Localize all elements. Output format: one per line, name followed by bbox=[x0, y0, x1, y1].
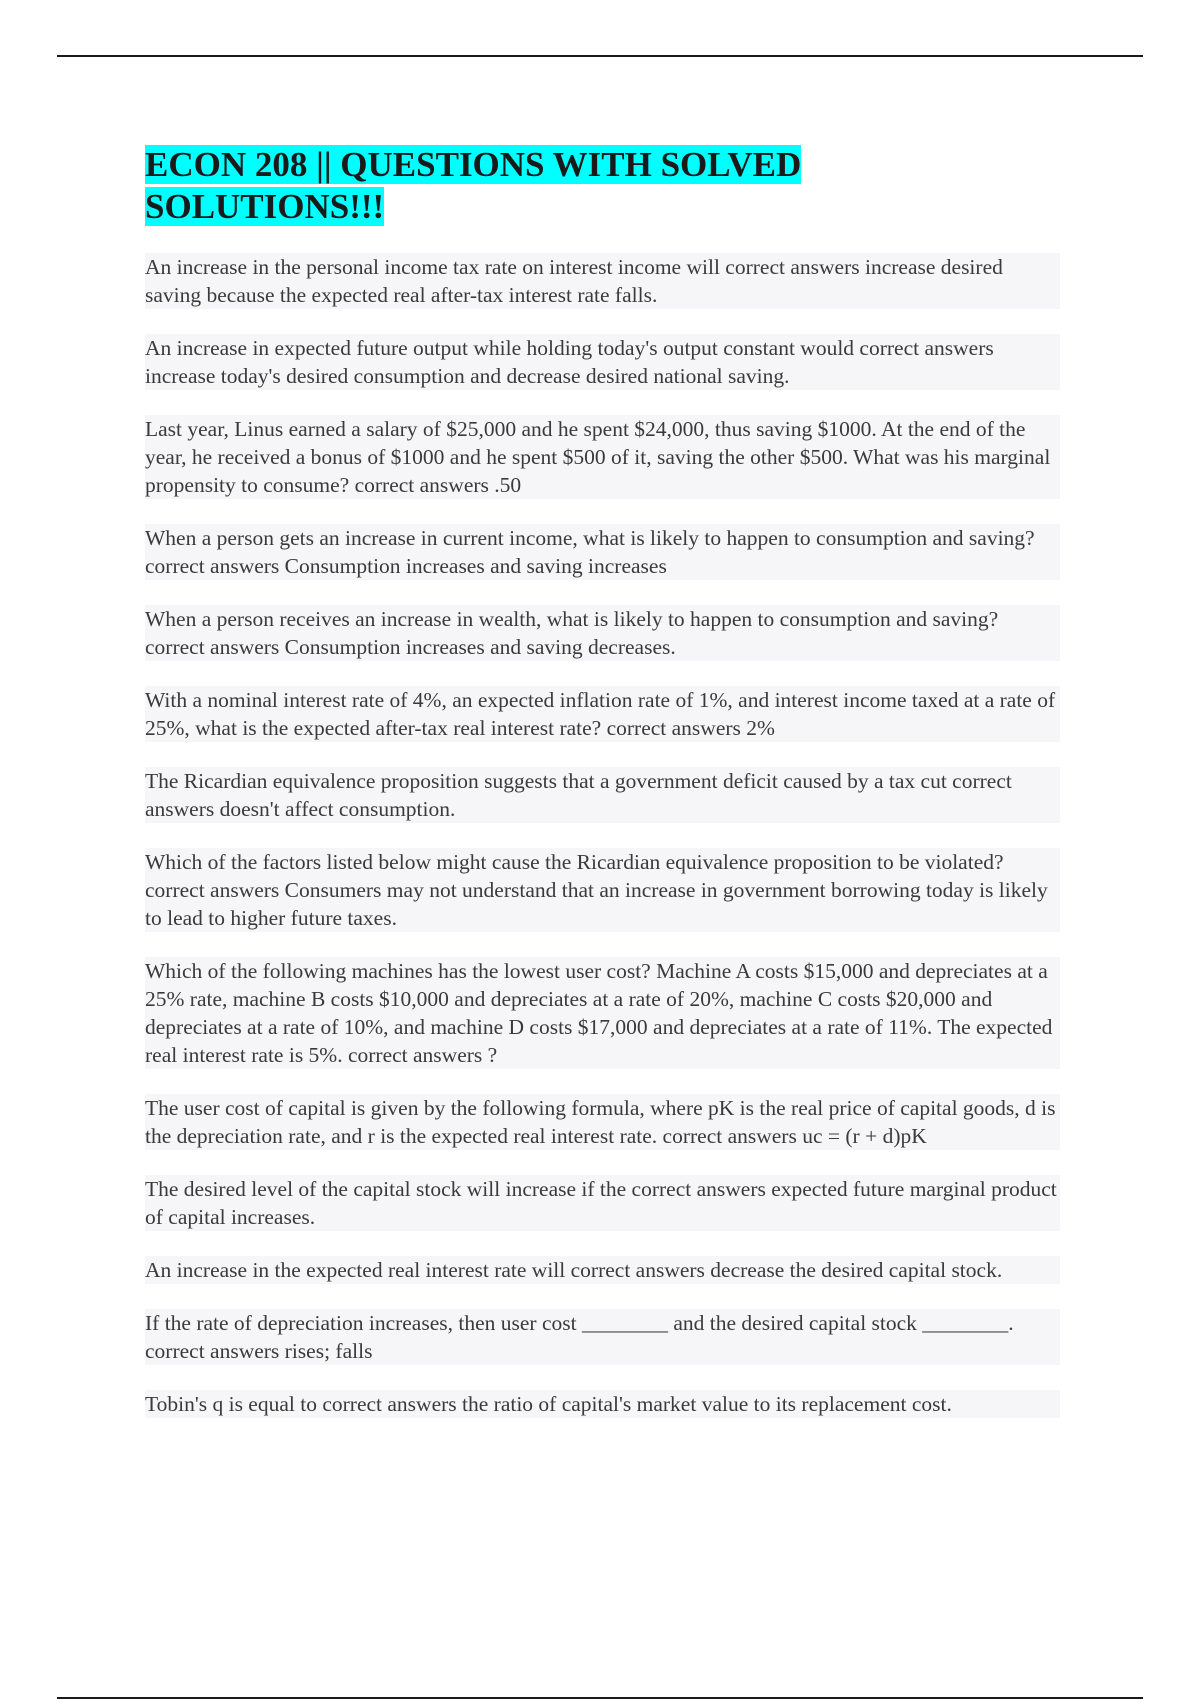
qa-item: When a person receives an increase in wealth, what is likely to happen to consumption and saving? correct answers Consumption increases and saving decreases. bbox=[145, 605, 1060, 661]
qa-item: Which of the following machines has the lowest user cost? Machine A costs $15,000 and depreciates at a 25% rate, machine B costs $10,000 and depreciates at a rate of 20%, machine C costs $20,000 and depreciates at a rate of 10%, and machine D costs $17,000 and depreciates at a rate of 11%. The expected real interest rate is 5%. correct answers ? bbox=[145, 957, 1060, 1069]
qa-item: The Ricardian equivalence proposition suggests that a government deficit caused by a tax cut correct answers doesn't affect consumption. bbox=[145, 767, 1060, 823]
qa-item: Which of the factors listed below might cause the Ricardian equivalence proposition to be violated? correct answers Consumers may not understand that an increase in government borrowing today is likely to lead to higher future taxes. bbox=[145, 848, 1060, 932]
qa-item: The desired level of the capital stock will increase if the correct answers expected future marginal product of capital increases. bbox=[145, 1175, 1060, 1231]
qa-item: The user cost of capital is given by the following formula, where pK is the real price of capital goods, d is the depreciation rate, and r is the expected real interest rate. correct answers uc = (r + d)pK bbox=[145, 1094, 1060, 1150]
qa-item: Last year, Linus earned a salary of $25,000 and he spent $24,000, thus saving $1000. At the end of the year, he received a bonus of $1000 and he spent $500 of it, saving the other $500. What was his marginal propensity to consume? correct answers .50 bbox=[145, 415, 1060, 499]
title-highlight: ECON 208 || QUESTIONS WITH SOLVED SOLUTIONS!!! bbox=[145, 145, 802, 226]
document-body bbox=[145, 144, 1060, 1443]
qa-item: An increase in the expected real interest rate will correct answers decrease the desired capital stock. bbox=[145, 1256, 1060, 1284]
qa-item: An increase in expected future output while holding today's output constant would correct answers increase today's desired consumption and decrease desired national saving. bbox=[145, 334, 1060, 390]
qa-item: If the rate of depreciation increases, then user cost ________ and the desired capital stock ________. correct answers rises; falls bbox=[145, 1309, 1060, 1365]
qa-item: An increase in the personal income tax rate on interest income will correct answers increase desired saving because the expected real after-tax interest rate falls. bbox=[145, 253, 1060, 309]
qa-item: With a nominal interest rate of 4%, an expected inflation rate of 1%, and interest income taxed at a rate of 25%, what is the expected after-tax real interest rate? correct answers 2% bbox=[145, 686, 1060, 742]
top-rule bbox=[57, 55, 1143, 57]
qa-item: Tobin's q is equal to correct answers the ratio of capital's market value to its replacement cost. bbox=[145, 1390, 1060, 1418]
bottom-rule bbox=[57, 1697, 1143, 1699]
qa-item: When a person gets an increase in current income, what is likely to happen to consumption and saving? correct answers Consumption increases and saving increases bbox=[145, 524, 1060, 580]
document-title bbox=[145, 144, 835, 228]
